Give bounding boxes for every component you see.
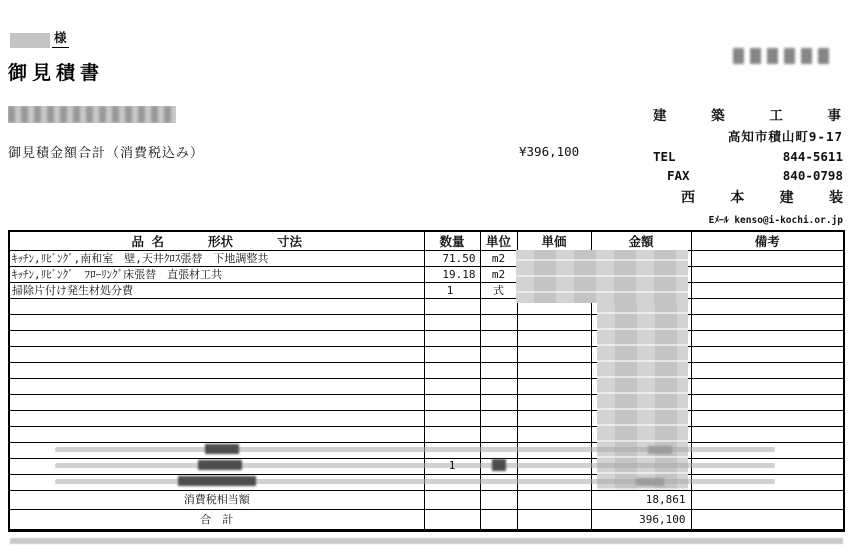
redacted-pretax-label bbox=[178, 476, 256, 486]
company-info-block bbox=[653, 104, 843, 226]
empty-row bbox=[9, 347, 844, 363]
redacted-subtotal-label bbox=[205, 444, 239, 454]
email-label: Eﾒｰﾙ bbox=[708, 215, 729, 226]
fax-label: FAX bbox=[667, 168, 690, 183]
email-address: kenso@i-kochi.or.jp bbox=[734, 215, 843, 226]
item-name: ｷｯﾁﾝ,ﾘﾋﾞﾝｸﾞ ﾌﾛｰﾘﾝｸﾞ床張替 直張材工共 bbox=[9, 267, 424, 283]
estimate-table bbox=[8, 230, 845, 532]
blur-smudge bbox=[8, 106, 176, 123]
table-header-row bbox=[9, 231, 844, 251]
redacted-row-qty: 1 bbox=[448, 459, 456, 472]
header-item-shape: 形状 bbox=[208, 234, 234, 249]
redacted-discount-label bbox=[198, 460, 242, 470]
company-address: 高知市積山町9-17 bbox=[727, 129, 843, 144]
biz-char: 築 bbox=[711, 108, 727, 124]
grand-total-label: 御見積金額合計（消費税込み） bbox=[8, 146, 205, 161]
empty-row bbox=[9, 315, 844, 331]
name-char: 西 bbox=[681, 190, 695, 206]
empty-row bbox=[9, 379, 844, 395]
name-char: 装 bbox=[828, 190, 843, 206]
empty-row bbox=[9, 299, 844, 315]
header-unit: 単位 bbox=[480, 231, 517, 251]
table-row bbox=[9, 267, 844, 283]
redaction-streak bbox=[55, 463, 775, 468]
redacted-amount-smudge bbox=[636, 478, 664, 486]
redacted-recipient-name bbox=[10, 33, 50, 48]
empty-row bbox=[9, 363, 844, 379]
item-qty: 71.50 bbox=[424, 251, 480, 267]
item-name: 掃除片付け発生材処分費 bbox=[9, 283, 424, 299]
redacted-price-block bbox=[516, 250, 688, 303]
company-name bbox=[653, 187, 843, 207]
empty-row bbox=[9, 331, 844, 347]
company-business-type bbox=[653, 104, 843, 124]
header-qty: 数量 bbox=[424, 231, 480, 251]
tel-number: 844-5611 bbox=[782, 149, 843, 164]
tel-label: TEL bbox=[653, 149, 676, 164]
grand-total-amount: ¥396,100 bbox=[519, 144, 580, 159]
redacted-client-address bbox=[8, 106, 176, 123]
table-row bbox=[9, 283, 844, 299]
empty-row bbox=[9, 395, 844, 411]
blur-smudge bbox=[733, 48, 833, 64]
header-unit-price: 単価 bbox=[517, 231, 591, 251]
header-item-name: 品 名 bbox=[131, 234, 164, 249]
page-title: 御見積書 bbox=[8, 62, 105, 84]
tax-row bbox=[9, 491, 844, 510]
scan-shadow bbox=[10, 538, 843, 544]
total-amount: 396,100 bbox=[591, 510, 691, 531]
header-amount: 金額 bbox=[591, 231, 691, 251]
recipient-suffix: 様 bbox=[52, 28, 69, 48]
name-char: 本 bbox=[730, 190, 745, 206]
name-char: 建 bbox=[779, 190, 794, 206]
tax-amount: 18,861 bbox=[591, 491, 691, 510]
redacted-unit-value bbox=[492, 459, 506, 471]
item-name: ｷｯﾁﾝ,ﾘﾋﾞﾝｸﾞ,南和室 壁,天井ｸﾛｽ張替 下地調整共 bbox=[9, 251, 424, 267]
redaction-streak bbox=[55, 479, 775, 484]
company-tel-line bbox=[653, 149, 843, 164]
biz-char: 工 bbox=[769, 108, 785, 124]
item-notes bbox=[691, 251, 844, 267]
item-unit: m2 bbox=[480, 251, 517, 267]
company-fax-line bbox=[653, 168, 843, 183]
redacted-date bbox=[733, 48, 833, 64]
company-email-line bbox=[653, 212, 843, 226]
tax-label: 消費税相当額 bbox=[9, 491, 424, 510]
empty-row bbox=[9, 411, 844, 427]
redacted-amount-smudge bbox=[648, 446, 672, 454]
item-unit: 式 bbox=[480, 283, 517, 299]
header-notes: 備考 bbox=[691, 231, 844, 251]
biz-char: 建 bbox=[653, 108, 669, 124]
total-row bbox=[9, 510, 844, 531]
item-qty: 19.18 bbox=[424, 267, 480, 283]
item-qty: 1 bbox=[424, 283, 480, 299]
empty-row bbox=[9, 427, 844, 443]
fax-number: 840-0798 bbox=[782, 168, 843, 183]
table-row bbox=[9, 251, 844, 267]
item-unit: m2 bbox=[480, 267, 517, 283]
header-item bbox=[9, 231, 424, 251]
recipient-line bbox=[10, 28, 69, 48]
item-notes bbox=[691, 267, 844, 283]
total-label: 合 計 bbox=[9, 510, 424, 531]
item-notes bbox=[691, 283, 844, 299]
redacted-amount-column-block bbox=[597, 303, 688, 490]
header-item-size: 寸法 bbox=[277, 234, 303, 249]
biz-char: 事 bbox=[827, 108, 843, 124]
